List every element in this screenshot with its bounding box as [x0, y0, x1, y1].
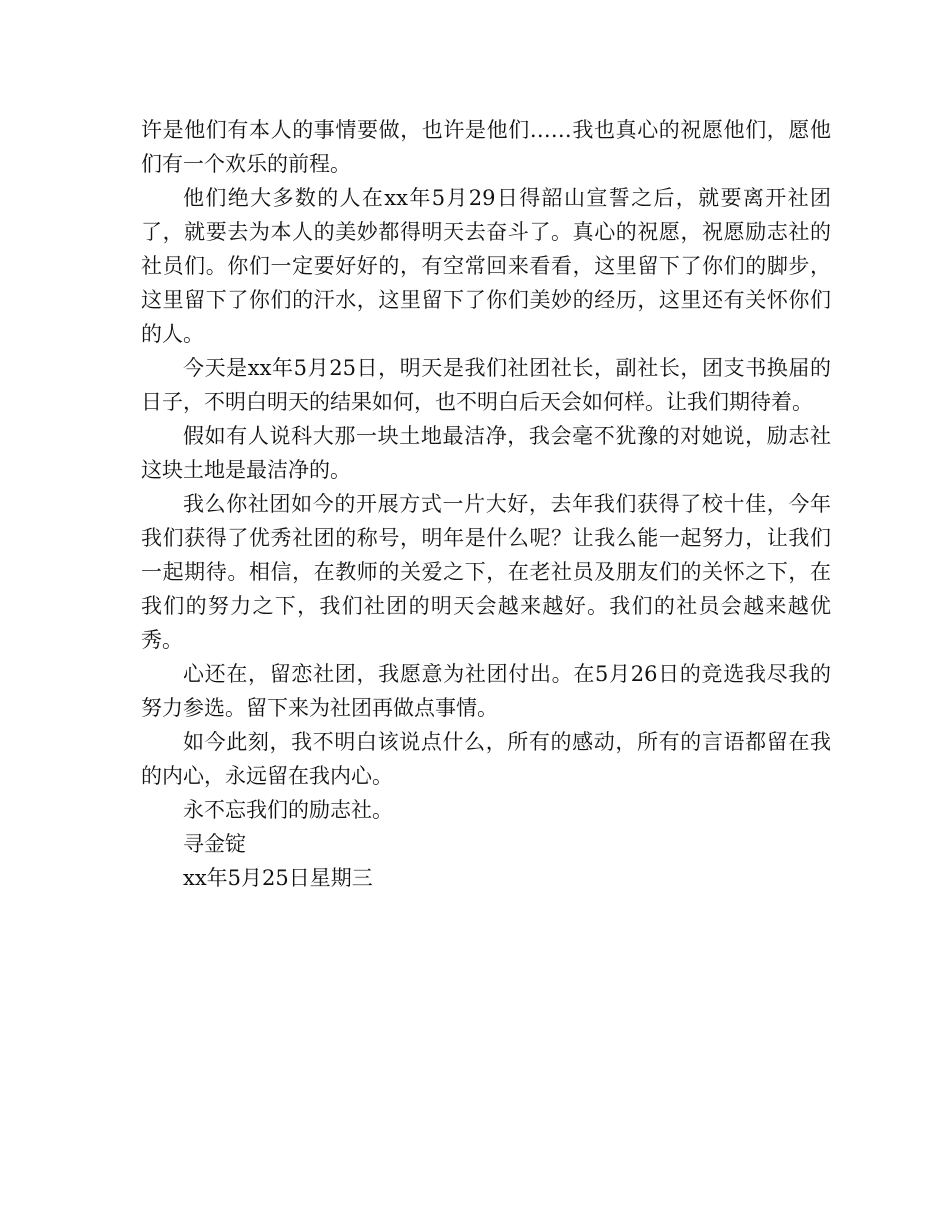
paragraph: 永不忘我们的励志社。 — [183, 798, 393, 822]
signature: 寻金锭 — [183, 832, 246, 856]
paragraph: 许是他们有本人的事情要做，也许是他们……我也真心的祝愿他们，愿他们有一个欢乐的前程。 — [141, 118, 831, 176]
date-line: xx年5月25日星期三 — [183, 866, 373, 890]
paragraph: 他们绝大多数的人在xx年5月29日得韶山宣誓之后，就要离开社团了，就要去为本人的美妙都得明天去奋斗了。真心的祝愿，祝愿励志社的社员们。你们一定要好好的，有空常回来看看，这里留下了你们的脚步，这里留下了你们的汗水，这里留下了你们美妙的经历，这里还有关怀你们的人。 — [141, 186, 831, 346]
paragraph: 今天是xx年5月25日，明天是我们社团社长，副社长，团支书换届的日子，不明白明天的结果如何，也不明白后天会如何样。让我们期待着。 — [141, 356, 831, 414]
document-body — [141, 113, 831, 895]
paragraph: 假如有人说科大那一块土地最洁净，我会毫不犹豫的对她说，励志社这块土地是最洁净的。 — [141, 424, 831, 482]
paragraph: 心还在，留恋社团，我愿意为社团付出。在5月26日的竞选我尽我的努力参选。留下来为社团再做点事情。 — [141, 662, 831, 720]
paragraph: 如今此刻，我不明白该说点什么，所有的感动，所有的言语都留在我的内心，永远留在我内心。 — [141, 730, 831, 788]
paragraph: 我么你社团如今的开展方式一片大好，去年我们获得了校十佳，今年我们获得了优秀社团的称号，明年是什么呢？让我么能一起努力，让我们一起期待。相信，在教师的关爱之下，在老社员及朋友们的关怀之下，在我们的努力之下，我们社团的明天会越来越好。我们的社员会越来越优秀。 — [141, 492, 831, 652]
